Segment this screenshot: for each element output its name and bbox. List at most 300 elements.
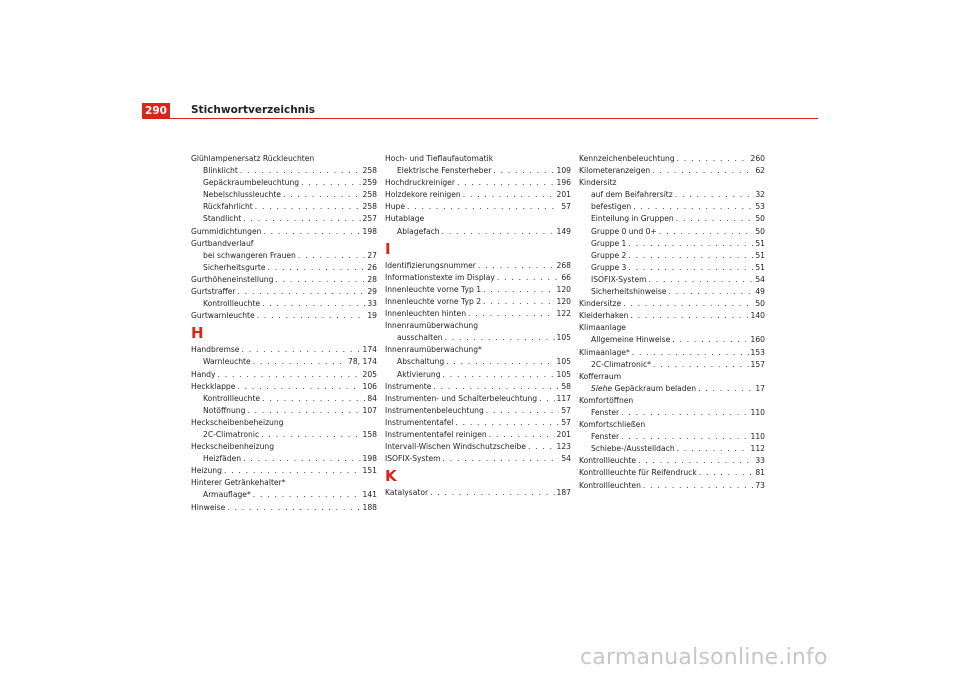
index-term <box>385 260 476 272</box>
dot-leader <box>433 381 559 393</box>
dot-leader <box>261 429 360 441</box>
dot-leader <box>486 405 560 417</box>
dot-leader <box>621 431 748 443</box>
index-page-ref: 268 <box>556 260 571 270</box>
index-page-ref: 78, 174 <box>348 357 377 367</box>
index-page-ref: 57 <box>561 202 571 212</box>
dot-leader <box>443 453 560 465</box>
index-term <box>203 201 253 213</box>
index-term-text: Kleiderhaken <box>579 311 629 321</box>
index-heading: Heckscheibenbeheizung <box>191 417 284 427</box>
index-term <box>591 274 647 286</box>
index-entry <box>191 429 377 441</box>
index-term-text: Innenleuchten hinten <box>385 309 467 319</box>
index-column-1 <box>191 153 377 514</box>
index-entry <box>579 201 765 213</box>
index-term-text: 2C-Climatronic <box>203 429 260 439</box>
index-page-ref: 66 <box>561 272 571 282</box>
index-page-ref: 105 <box>556 357 571 367</box>
index-page-ref: 149 <box>556 226 571 236</box>
index-entry <box>385 189 571 201</box>
index-page-ref: 117 <box>556 393 571 403</box>
index-entry <box>385 260 571 272</box>
index-column-2 <box>385 153 571 499</box>
index-term <box>385 429 487 441</box>
index-term-text: Ablagefach <box>397 226 440 236</box>
section-title: Stichwortverzeichnis <box>191 104 315 116</box>
index-page-ref: 157 <box>750 359 765 369</box>
index-page-ref: 51 <box>755 238 765 248</box>
index-heading: Innenraumüberwachung* <box>385 345 482 355</box>
index-term <box>191 465 222 477</box>
dot-leader <box>621 407 748 419</box>
index-entry <box>191 274 377 286</box>
index-term-text: Sicherheitsgurte <box>203 262 266 272</box>
index-term <box>385 296 481 308</box>
index-entry <box>385 356 571 368</box>
index-entry <box>191 250 377 262</box>
dot-leader <box>677 153 749 165</box>
dot-leader <box>240 165 361 177</box>
index-term <box>591 359 651 371</box>
index-term <box>397 356 444 368</box>
dot-leader <box>262 298 365 310</box>
index-term <box>385 453 441 465</box>
index-term <box>203 298 260 310</box>
dot-leader <box>623 298 753 310</box>
index-entry <box>385 201 571 213</box>
index-heading: Kofferraum <box>579 371 622 381</box>
index-entry <box>385 441 571 453</box>
index-term-text: Schiebe-/Ausstelldach <box>591 444 675 454</box>
index-entry <box>191 369 377 381</box>
index-term <box>591 238 626 250</box>
index-entry <box>385 453 571 465</box>
index-term <box>397 165 491 177</box>
dot-leader <box>443 369 555 381</box>
dot-leader <box>493 165 554 177</box>
index-term <box>579 455 636 467</box>
see-reference: Siehe <box>591 383 613 393</box>
index-entry <box>579 383 765 395</box>
index-term <box>385 201 405 213</box>
index-entry <box>579 298 765 310</box>
dot-leader <box>455 417 559 429</box>
index-term <box>203 165 238 177</box>
dot-leader <box>483 296 554 308</box>
watermark-text: carmanualsonline.info <box>580 645 828 670</box>
index-column-3 <box>579 153 765 492</box>
dot-leader <box>632 347 749 359</box>
dot-leader <box>298 250 365 262</box>
dot-leader <box>539 393 554 405</box>
index-entry <box>191 189 377 201</box>
dot-leader <box>497 272 559 284</box>
index-entry <box>191 226 377 238</box>
index-term <box>579 165 650 177</box>
index-page-ref: 198 <box>362 454 377 464</box>
index-term-text: Heizfäden <box>203 454 242 464</box>
index-letter-heading: H <box>191 324 204 343</box>
index-term <box>385 189 461 201</box>
index-page-ref: 258 <box>362 202 377 212</box>
index-entry <box>579 431 765 443</box>
index-page-ref: 53 <box>755 202 765 212</box>
index-entry <box>579 262 765 274</box>
index-page-ref: 32 <box>755 190 765 200</box>
index-page-ref: 54 <box>755 274 765 284</box>
index-term-text: Einteilung in Gruppen <box>591 214 674 224</box>
index-entry <box>385 165 571 177</box>
index-entry <box>385 429 571 441</box>
index-entry <box>191 310 377 322</box>
index-term <box>203 453 241 465</box>
index-page-ref: 196 <box>556 178 571 188</box>
index-term-text: Sicherheitshinweise <box>591 287 667 297</box>
index-term <box>591 226 657 238</box>
index-term-text: Instrumententafel <box>385 417 454 427</box>
index-letter-heading: I <box>385 239 391 258</box>
index-term-text: Gruppe 2 <box>591 250 627 260</box>
index-term-text: Klimaanlage* <box>579 347 630 357</box>
index-term-text: Identifizierungsnummer <box>385 260 476 270</box>
dot-leader <box>630 310 748 322</box>
index-entry <box>385 308 571 320</box>
index-term-text: befestigen <box>591 202 632 212</box>
index-term <box>385 417 453 429</box>
index-term-text: Instrumentenbeleuchtung <box>385 405 484 415</box>
index-page-ref: 151 <box>362 466 377 476</box>
index-page-ref: 62 <box>755 166 765 176</box>
index-term <box>203 250 296 262</box>
index-page-ref: 54 <box>561 454 571 464</box>
dot-leader <box>268 262 366 274</box>
index-term-text: Gurthöheneinstellung <box>191 274 274 284</box>
dot-leader <box>442 226 555 238</box>
index-term-text: Blinklicht <box>203 166 238 176</box>
dot-leader <box>301 177 360 189</box>
index-term-text: Hochdruckreiniger <box>385 178 455 188</box>
index-entry <box>385 381 571 393</box>
index-page-ref: 51 <box>755 262 765 272</box>
index-term <box>203 213 241 225</box>
index-entry <box>191 262 377 274</box>
dot-leader <box>672 334 748 346</box>
index-term <box>591 213 674 225</box>
index-page-ref: 50 <box>755 226 765 236</box>
index-term-text: Gruppe 0 und 0+ <box>591 226 657 236</box>
index-term <box>203 393 260 405</box>
index-page-ref: 122 <box>556 309 571 319</box>
index-entry <box>579 274 765 286</box>
dot-leader <box>237 381 360 393</box>
dot-leader <box>633 201 753 213</box>
dot-leader <box>262 393 365 405</box>
index-entry <box>191 502 377 514</box>
index-term-text: Hinweise <box>191 502 226 512</box>
index-term <box>591 407 619 419</box>
dot-leader <box>257 310 366 322</box>
dot-leader <box>698 383 753 395</box>
index-term-text: Kilometeranzeigen <box>579 166 651 176</box>
index-entry <box>385 177 571 189</box>
index-term-text: Holzdekore reinigen <box>385 190 461 200</box>
index-heading: Komfortöffnen <box>579 395 634 405</box>
index-term <box>397 332 443 344</box>
dot-leader <box>677 443 749 455</box>
dot-leader <box>463 189 555 201</box>
index-page-ref: 158 <box>362 429 377 439</box>
index-term <box>191 502 225 514</box>
index-term <box>203 489 251 501</box>
index-page-ref: 57 <box>561 405 571 415</box>
index-term-text: Gurtstraffer <box>191 287 236 297</box>
index-entry <box>579 480 765 492</box>
index-heading: Glühlampenersatz Rückleuchten <box>191 154 315 163</box>
dot-leader <box>478 260 555 272</box>
index-entry <box>191 201 377 213</box>
dot-leader <box>238 286 366 298</box>
index-page-ref: 110 <box>750 432 765 442</box>
index-term-text: Fenster <box>591 407 620 417</box>
dot-leader <box>457 177 555 189</box>
index-entry <box>191 356 377 368</box>
index-page-ref: 201 <box>556 429 571 439</box>
index-term-text: Aktivierung <box>397 369 441 379</box>
index-term <box>203 189 281 201</box>
dot-leader <box>247 405 360 417</box>
index-term <box>591 443 675 455</box>
index-page-ref: 73 <box>755 480 765 490</box>
dot-leader <box>275 274 365 286</box>
index-page-ref: 109 <box>556 166 571 176</box>
index-page-ref: 105 <box>556 369 571 379</box>
index-entry <box>579 310 765 322</box>
index-entry <box>191 213 377 225</box>
index-page-ref: 58 <box>561 381 571 391</box>
index-entry <box>385 487 571 499</box>
index-term-text: Armauflage* <box>203 490 251 500</box>
dot-leader <box>243 453 360 465</box>
index-term-text: Gepäckraum beladen <box>614 383 697 393</box>
dot-leader <box>699 467 754 479</box>
dot-leader <box>283 189 361 201</box>
index-entry <box>579 189 765 201</box>
dot-leader <box>483 284 554 296</box>
index-heading: Kindersitz <box>579 178 617 188</box>
index-term <box>591 334 670 346</box>
index-entry <box>191 177 377 189</box>
index-entry <box>579 213 765 225</box>
index-entry <box>579 455 765 467</box>
index-term-text: Rückfahrlicht <box>203 202 253 212</box>
index-entry <box>579 250 765 262</box>
index-heading: Gurtbandverlauf <box>191 238 254 248</box>
index-entry <box>191 453 377 465</box>
index-page-ref: 84 <box>367 393 377 403</box>
index-term-text: Elektrische Fensterheber <box>397 166 492 176</box>
index-term <box>203 356 251 368</box>
index-term-text: Gepäckraumbeleuchtung <box>203 178 300 188</box>
index-entry <box>191 298 377 310</box>
index-page-ref: 260 <box>750 154 765 163</box>
index-page-ref: 33 <box>367 299 377 309</box>
index-page-ref: 160 <box>750 335 765 345</box>
index-term <box>191 310 255 322</box>
index-term-text: Kontrollleuchte <box>579 456 637 466</box>
index-term <box>191 274 273 286</box>
index-term <box>203 429 259 441</box>
index-term <box>203 177 299 189</box>
index-entry <box>385 296 571 308</box>
dot-leader <box>224 465 361 477</box>
index-term-text: Kontrollleuchten <box>579 480 641 490</box>
index-term-text: Standlicht <box>203 214 242 224</box>
index-page-ref: 120 <box>556 284 571 294</box>
index-page-ref: 106 <box>362 381 377 391</box>
index-page-ref: 105 <box>556 333 571 343</box>
index-heading: Komfortschließen <box>579 420 646 430</box>
index-page-ref: 57 <box>561 417 571 427</box>
dot-leader <box>241 344 360 356</box>
index-page-ref: 258 <box>362 166 377 176</box>
index-term-text: Gruppe 1 <box>591 238 627 248</box>
index-page-ref: 201 <box>556 190 571 200</box>
index-entry <box>579 226 765 238</box>
index-entry <box>385 332 571 344</box>
index-page-ref: 187 <box>556 488 571 498</box>
index-term <box>385 405 484 417</box>
index-term <box>385 441 526 453</box>
index-entry <box>385 272 571 284</box>
index-heading: Hinterer Getränkehalter* <box>191 478 286 488</box>
index-term <box>591 431 619 443</box>
index-entry <box>191 165 377 177</box>
index-term-text: Instrumententafel reinigen <box>385 429 487 439</box>
index-page-ref: 50 <box>755 299 765 309</box>
index-term <box>579 153 675 165</box>
index-term-text: ISOFIX-System <box>385 454 441 464</box>
index-term <box>203 262 266 274</box>
dot-leader <box>649 274 754 286</box>
index-page-ref: 188 <box>362 502 377 512</box>
index-term <box>385 308 466 320</box>
index-page-ref: 28 <box>367 274 377 284</box>
index-term <box>591 201 631 213</box>
index-term-text: Katalysator <box>385 488 429 498</box>
index-entry <box>191 405 377 417</box>
index-entry <box>191 489 377 501</box>
index-entry <box>385 284 571 296</box>
index-entry <box>191 381 377 393</box>
index-term <box>191 381 235 393</box>
dot-leader <box>253 489 361 501</box>
index-page-ref: 198 <box>362 226 377 236</box>
index-entry <box>385 369 571 381</box>
index-entry <box>191 344 377 356</box>
index-term-text: Fenster <box>591 432 620 442</box>
index-term-text: Gruppe 3 <box>591 262 627 272</box>
index-term <box>191 344 239 356</box>
index-entry <box>579 347 765 359</box>
index-term-text: Informationstexte im Display <box>385 272 495 282</box>
index-page-ref: 27 <box>367 250 377 260</box>
index-term-text: Instrumente <box>385 381 432 391</box>
dot-leader <box>659 226 753 238</box>
index-term <box>591 250 626 262</box>
index-term <box>591 286 666 298</box>
index-term-text: Kontrollleuchte <box>203 393 261 403</box>
index-term-text: Kontrollleuchte <box>203 299 261 309</box>
dot-leader <box>643 480 753 492</box>
index-term-text: Allgemeine Hinweise <box>591 335 671 345</box>
index-term-text: Kennzeichenbeleuchtung <box>579 154 675 163</box>
index-page-ref: 123 <box>556 442 571 452</box>
index-term-text: Innenleuchte vorne Typ 2 <box>385 296 482 306</box>
index-entry <box>579 153 765 165</box>
index-term <box>591 383 696 395</box>
dot-leader <box>227 502 360 514</box>
index-page-ref: 141 <box>362 490 377 500</box>
index-term-text: Kontrollleuchte für Reifendruck <box>579 468 697 478</box>
dot-leader <box>652 165 753 177</box>
index-entry <box>579 359 765 371</box>
index-page-ref: 107 <box>362 405 377 415</box>
index-entry <box>385 405 571 417</box>
index-term <box>385 272 495 284</box>
index-term <box>385 177 455 189</box>
index-page-ref: 17 <box>755 383 765 393</box>
index-heading: Hutablage <box>385 214 425 224</box>
index-entry <box>385 226 571 238</box>
index-entry <box>385 393 571 405</box>
index-letter-heading: K <box>385 467 397 486</box>
index-page-ref: 257 <box>362 214 377 224</box>
index-term-text: ISOFIX-System <box>591 274 647 284</box>
index-entry <box>579 238 765 250</box>
dot-leader <box>255 201 361 213</box>
index-page-ref: 51 <box>755 250 765 260</box>
index-entry <box>579 165 765 177</box>
index-heading: Innenraumüberwachung <box>385 321 479 331</box>
dot-leader <box>653 359 749 371</box>
index-term-text: ausschalten <box>397 333 443 343</box>
index-term-text: Handbremse <box>191 345 240 355</box>
index-term-text: Warnleuchte <box>203 357 251 367</box>
index-heading: Klimaanlage <box>579 323 626 333</box>
index-term <box>385 381 431 393</box>
index-page-ref: 50 <box>755 214 765 224</box>
index-page-ref: 29 <box>367 287 377 297</box>
index-entry <box>191 465 377 477</box>
index-term-text: Abschaltung <box>397 357 445 367</box>
dot-leader <box>675 189 754 201</box>
dot-leader <box>430 487 554 499</box>
index-term-text: auf dem Beifahrersitz <box>591 190 673 200</box>
index-page-ref: 259 <box>362 178 377 188</box>
index-term-text: Innenleuchte vorne Typ 1 <box>385 284 482 294</box>
dot-leader <box>218 369 361 381</box>
dot-leader <box>407 201 559 213</box>
dot-leader <box>263 226 360 238</box>
index-entry <box>191 393 377 405</box>
index-term-text: Heizung <box>191 466 222 476</box>
dot-leader <box>676 213 754 225</box>
index-page-ref: 205 <box>362 369 377 379</box>
index-term <box>385 487 428 499</box>
index-term <box>385 393 537 405</box>
index-page-ref: 49 <box>755 287 765 297</box>
